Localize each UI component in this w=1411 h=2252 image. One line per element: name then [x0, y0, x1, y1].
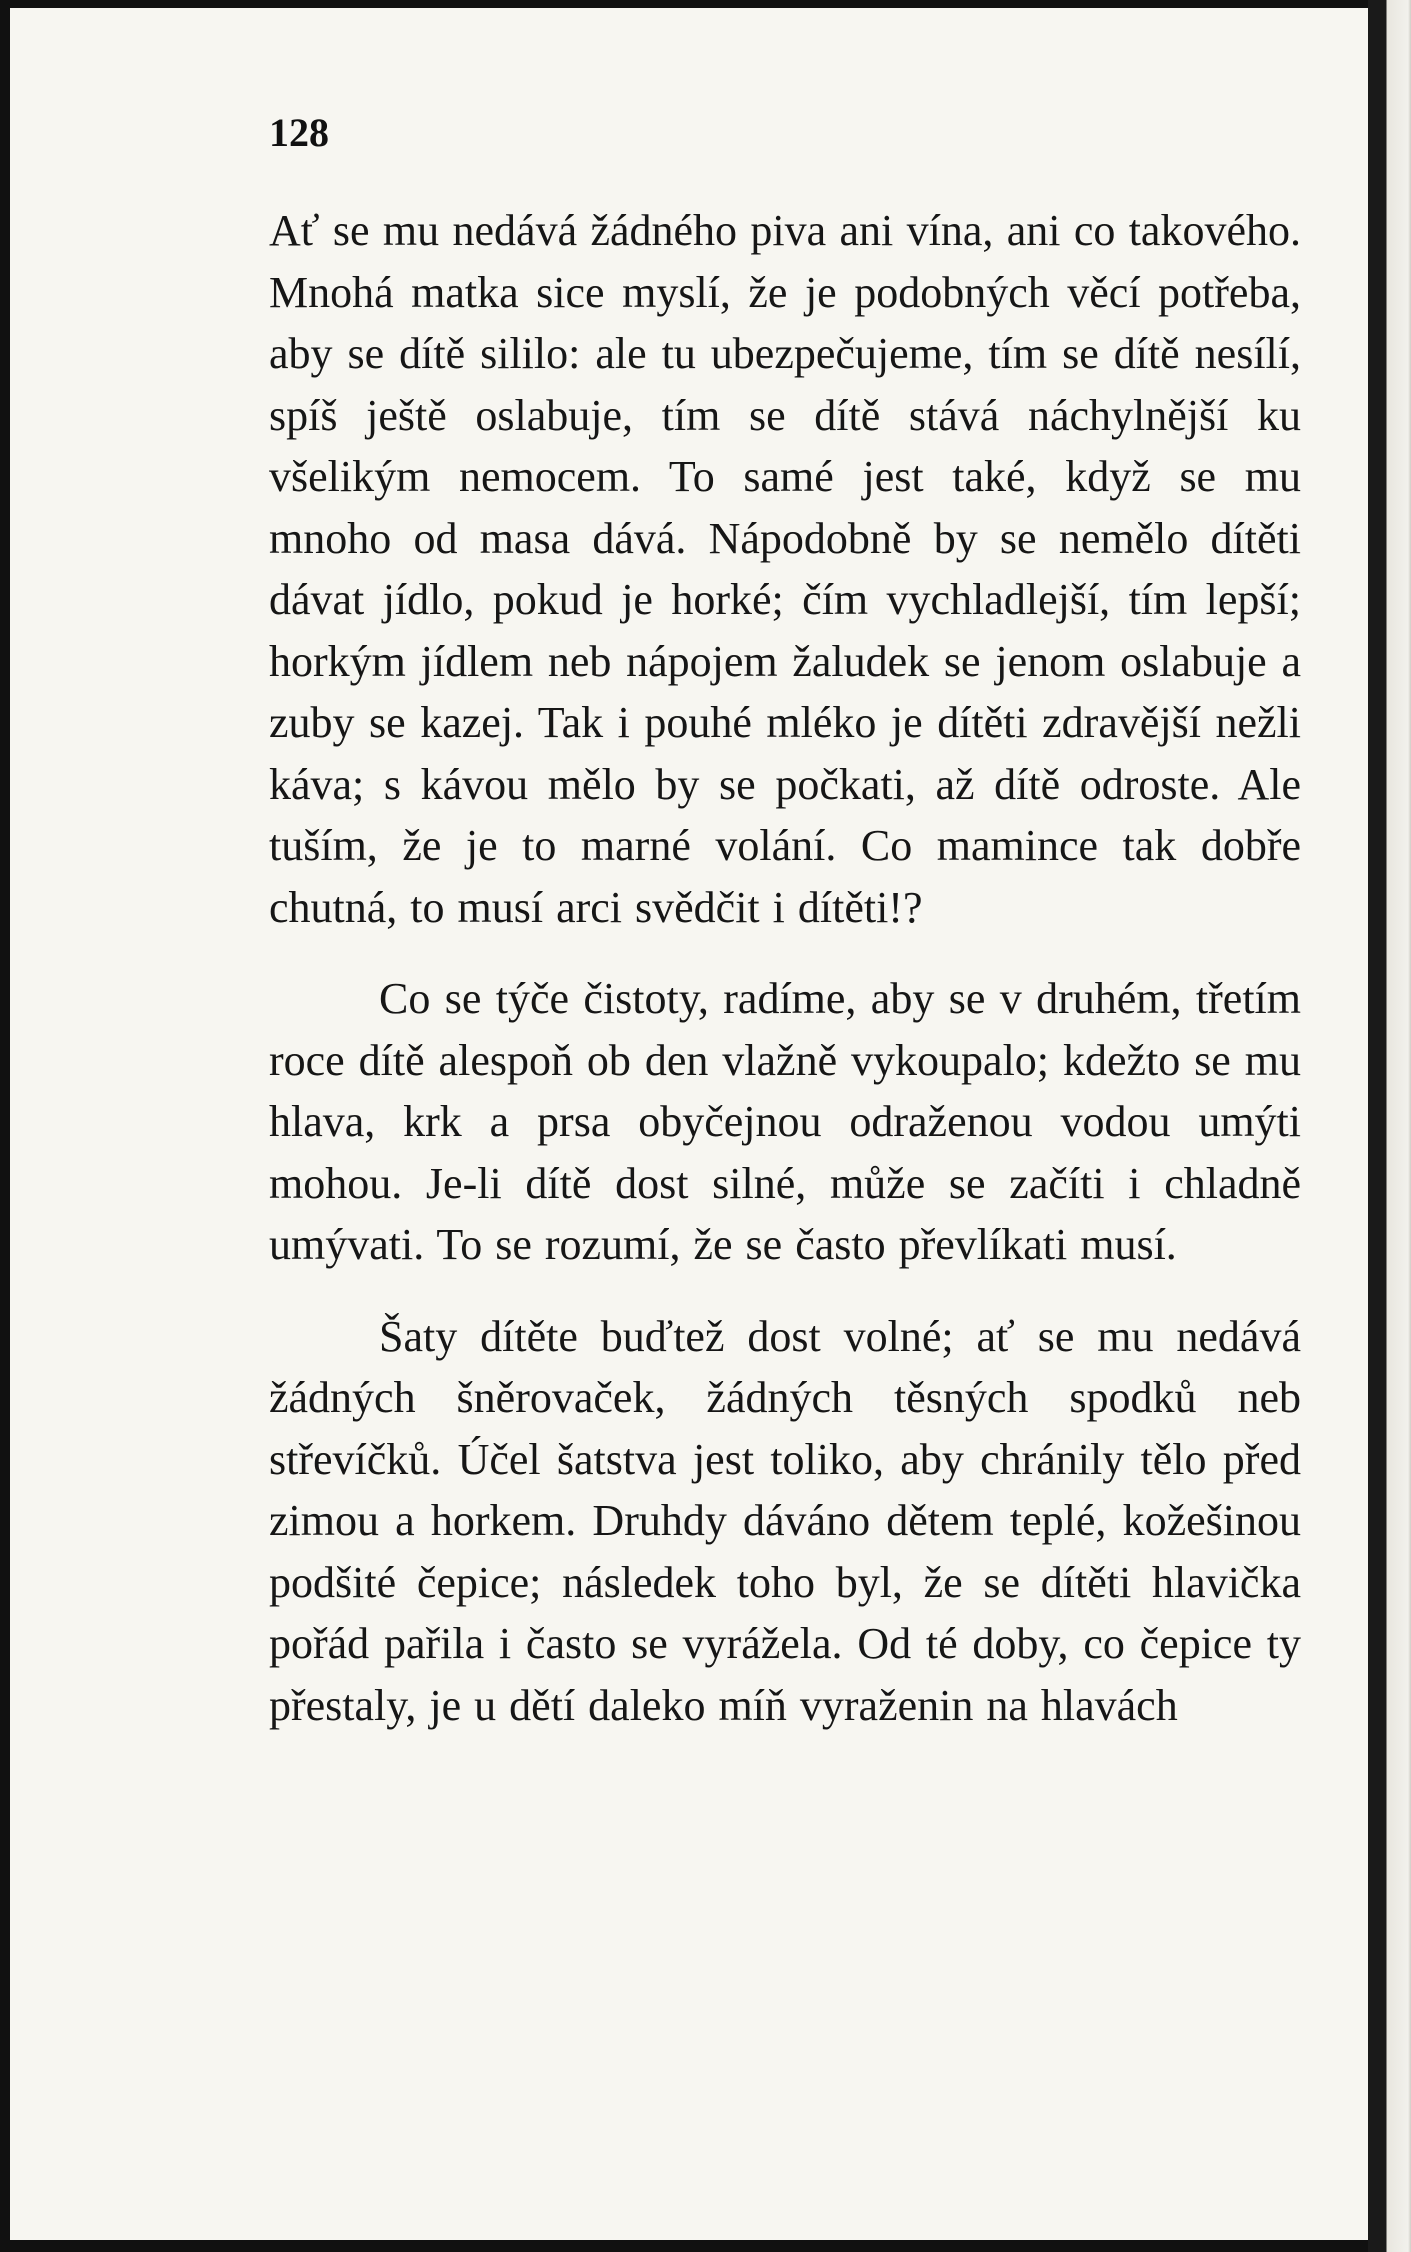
paragraph-3: Šaty dítěte buďtež dost volné; ať se mu nedává žádných šněrovaček, žádných těsných spodků neb střevíčků. Účel šatstva jest toliko, aby chránily tělo před zimou a horkem. Druhdy dáváno dětem teplé, kožešinou podšité čepice; následek toho byl, že se dítěti hlavička pořád pařila i často se vyrážela. Od té doby, co čepice ty přestaly, je u dětí daleko míň vyraženin na hlavách	[269, 1311, 1301, 1730]
paragraph-1: Ať se mu nedává žádného piva ani vína, ani co takového. Mnohá matka sice myslí, že je podobných věcí potřeba, aby se dítě sililo: ale tu ubezpečujeme, tím se dítě nesílí, spíš ještě oslabuje, tím se dítě stává náchylnější ku všelikým nemocem. To samé jest také, když se mu mnoho od masa dává. Nápodobně by se nemělo dítěti dávat jídlo, pokud je horké; čím vychladlejší, tím lepší; horkým jídlem neb nápojem žaludek se jenom oslabuje a zuby se kazej. Tak i pouhé mléko je dítěti zdravější nežli káva; s kávou mělo by se počkati, až dítě odroste. Ale tuším, že je to marné volání. Co mamince tak dobře chutná, to musí arci svědčit i dítěti!?	[269, 206, 1301, 932]
body-text	[269, 200, 1301, 1736]
page-number: 128	[269, 110, 329, 155]
page-edge	[1368, 0, 1411, 2252]
paragraph-2: Co se týče čistoty, radíme, aby se v druhém, třetím roce dítě alespoň ob den vlažně vykoupalo; kdežto se mu hlava, krk a prsa obyčejnou odraženou vodou umýti mohou. Je-li dítě dost silné, může se začíti i chladně umývati. To se rozumí, že se často převlíkati musí.	[269, 974, 1301, 1269]
book-page	[10, 8, 1368, 2240]
